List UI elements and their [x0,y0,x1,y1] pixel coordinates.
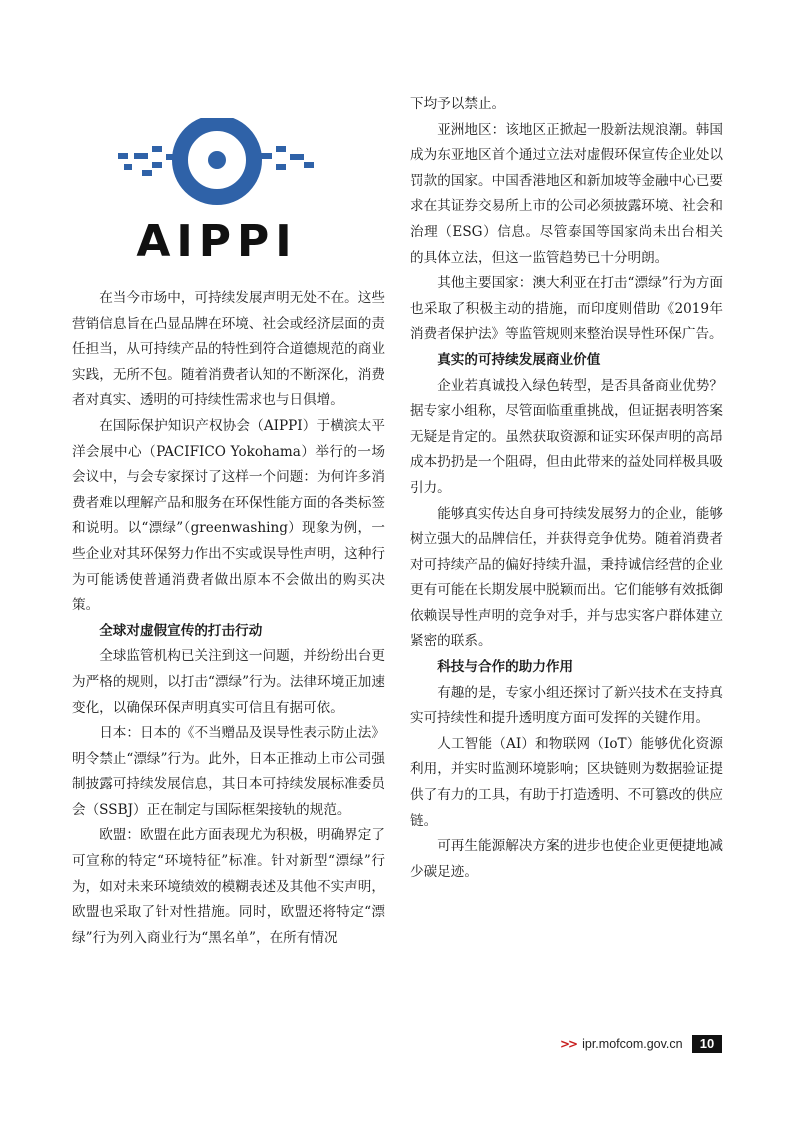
paragraph: 在国际保护知识产权协会（AIPPI）于横滨太平洋会展中心（PACIFICO Yokohama）举行的一场会议中，与会专家探讨了这样一个问题：为何许多消费者难以理解产品和服务在环保性能方面的各类标签和说明。以“漂绿”（greenwashing）现象为例，一些企业对其环保努力作出不实或误导性声明，这种行为可能诱使普通消费者做出原本不会做出的购买决策。 [72,417,385,614]
aippi-logo [108,118,326,266]
paragraph: 有趣的是，专家小组还探讨了新兴技术在支持真实可持续性和提升透明度方面可发挥的关键作用。 [410,684,723,727]
paragraph: 能够真实传达自身可持续发展努力的企业，能够树立强大的品牌信任，并获得竞争优势。随着消费者对可持续产品的偏好持续升温，秉持诚信经营的企业更有可能在长期发展中脱颖而出。它们能够有效抵御依赖误导性声明的竞争对手，并与忠实客户群体建立紧密的联系。 [410,505,723,650]
section-heading: 全球对虚假宣传的打击行动 [99,622,263,639]
right-column [410,92,723,885]
paragraph: 日本：日本的《不当赠品及误导性表示防止法》明令禁止“漂绿”行为。此外，日本正推动上市公司强制披露可持续发展信息，其日本可持续发展标准委员会（SSBJ）正在制定与国际框架接轨的规范。 [72,725,385,818]
paragraph: 企业若真诚投入绿色转型，是否具备商业优势？据专家小组称，尽管面临重重挑战，但证据表明答案无疑是肯定的。虽然获取资源和证实环保声明的高昂成本扔扔是一个阻碍，但由此带来的益处同样极具吸引力。 [410,377,723,496]
paragraph: 全球监管机构已关注到这一问题，并纷纷出台更为严格的规则，以打击“漂绿”行为。法律环境正加速变化，以确保环保声明真实可信且有据可依。 [72,648,385,716]
arrow-icon: >> [560,1037,577,1051]
paragraph: 可再生能源解决方案的进步也使企业更便捷地减少碳足迹。 [410,838,723,880]
footer-site[interactable]: ipr.mofcom.gov.cn [582,1037,683,1051]
section-heading: 科技与合作的助力作用 [437,659,574,676]
paragraph: 下均予以禁止。 [410,96,506,112]
left-column [72,286,385,951]
page-number: 10 [692,1035,722,1053]
section-heading: 真实的可持续发展商业价值 [437,351,601,368]
paragraph: 亚洲地区：该地区正掀起一股新法规浪潮。韩国成为东亚地区首个通过立法对虚假环保宣传企业处以罚款的国家。中国香港地区和新加坡等金融中心已要求在其证券交易所上市的公司必须披露环境、社会和治理（ESG）信息。尽管泰国等国家尚未出台相关的具体立法，但这一监管趋势已十分明朗。 [410,121,723,266]
page-footer [560,1034,722,1054]
paragraph: 在当今市场中，可持续发展声明无处不在。这些营销信息旨在凸显品牌在环境、社会或经济层面的责任担当，从可持续产品的特性到符合道德规范的商业实践，无所不包。随着消费者认知的不断深化，消费者对真实、透明的可持续性需求也与日俱增。 [72,290,385,409]
aippi-logo-graphic [108,118,326,266]
aippi-wordmark: AIPPI [136,216,298,266]
paragraph: 欧盟：欧盟在此方面表现尤为积极，明确界定了可宣称的特定“环境特征”标准。针对新型“漂绿”行为，如对未来环境绩效的模糊表述及其他不实声明，欧盟也采取了针对性措施。同时，欧盟还将特定“漂绿”行为列入商业行为“黑名单”，在所有情况 [72,827,385,946]
paragraph: 其他主要国家：澳大利亚在打击“漂绿”行为方面也采取了积极主动的措施，而印度则借助《2019年消费者保护法》等监管规则来整治误导性环保广告。 [410,275,723,343]
paragraph: 人工智能（AI）和物联网（IoT）能够优化资源利用，并实时监测环境影响；区块链则为数据验证提供了有力的工具，有助于打造透明、不可篡改的供应链。 [410,735,723,829]
